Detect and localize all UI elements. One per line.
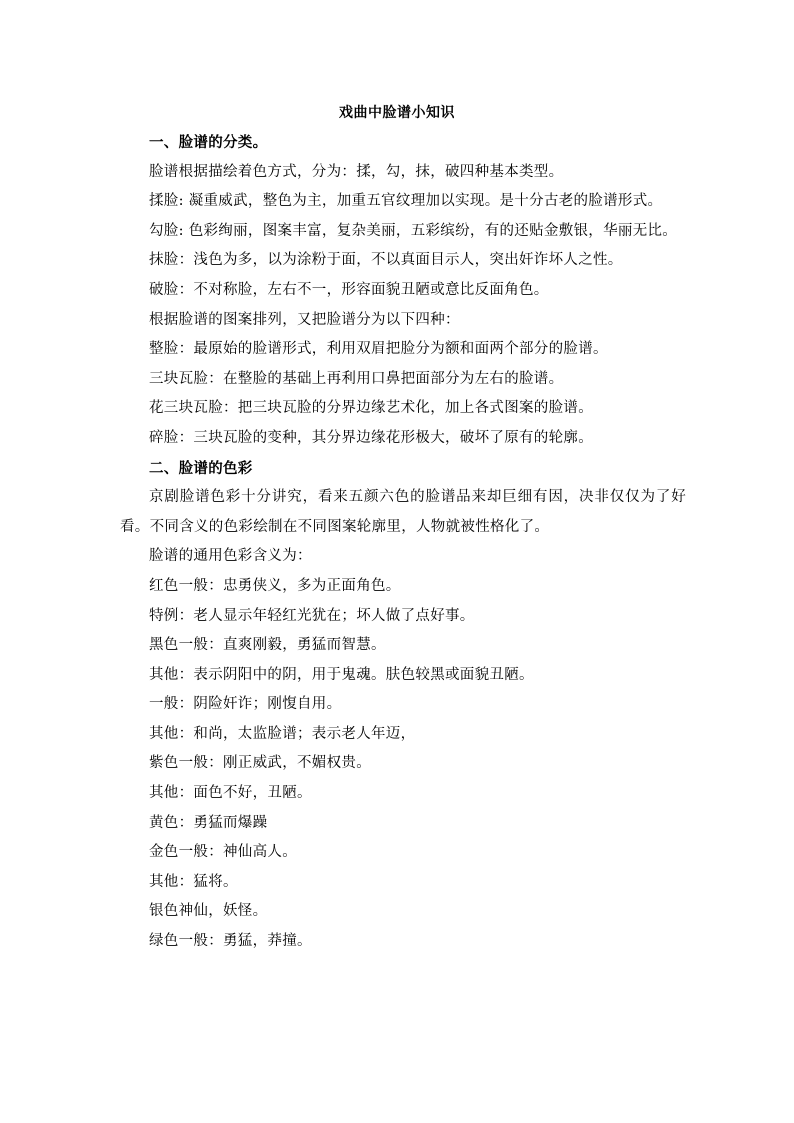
paragraph: 金色一般：神仙高人。 [149,844,297,861]
paragraph: 其他：猛将。 [149,873,238,890]
paragraph: 根据脸谱的图案排列，又把脸谱分为以下四种： [149,311,460,328]
paragraph: 其他：面色不好，丑陋。 [149,785,312,802]
paragraph: 绿色一般：勇猛，莽撞。 [149,933,312,950]
paragraph: 京剧脸谱色彩十分讲究，看来五颜六色的脸谱品来却巨细有因，决非仅仅为了好看。不同含义的色彩绘制在不同图案轮廓里，人物就被性格化了。 [120,489,686,535]
section-heading: 二、脸谱的色彩 [149,459,253,477]
paragraph: 整脸：最原始的脸谱形式，利用双眉把脸分为额和面两个部分的脸谱。 [149,341,608,358]
paragraph: 抹脸：浅色为多，以为涂粉于面，不以真面目示人，突出奸诈坏人之性。 [149,252,623,269]
section-heading: 一、脸谱的分类。 [149,134,268,151]
paragraph: 银色神仙，妖怪。 [149,903,268,920]
paragraph: 脸谱的通用色彩含义为： [149,548,312,565]
paragraph: 其他：和尚，太监脸谱；表示老人年迈， [149,725,416,742]
paragraph: 黑色一般：直爽刚毅，勇猛而智慧。 [149,637,386,654]
paragraph: 其他：表示阴阳中的阴，用于鬼魂。肤色较黑或面貌丑陋。 [149,666,534,683]
paragraph: 三块瓦脸：在整脸的基础上再利用口鼻把面部分为左右的脸谱。 [149,370,564,387]
paragraph: 脸谱根据描绘着色方式，分为：揉，勾，抹，破四种基本类型。 [149,163,564,180]
paragraph: 碎脸：三块瓦脸的变种，其分界边缘花形极大，破坏了原有的轮廓。 [149,429,593,446]
paragraph: 紫色一般：刚正威武，不媚权贵。 [149,755,371,772]
document-title: 戏曲中脸谱小知识 [339,105,455,121]
paragraph: 勾脸: 色彩绚丽，图案丰富，复杂美丽，五彩缤纷，有的还贴金敷银，华丽无比。 [149,222,678,239]
paragraph: 破脸：不对称脸，左右不一，形容面貌丑陋或意比反面角色。 [149,281,549,298]
paragraph: 黄色：勇猛而爆躁 [149,814,268,831]
paragraph: 红色一般：忠勇侠义，多为正面角色。 [149,577,401,594]
paragraph: 揉脸: 凝重威武，整色为主，加重五官纹理加以实现。是十分古老的脸谱形式。 [149,193,663,210]
paragraph: 一般：阴险奸诈；刚愎自用。 [149,696,342,713]
document-body [120,128,686,957]
paragraph: 特例：老人显示年轻红光犹在；坏人做了点好事。 [149,607,475,624]
paragraph: 花三块瓦脸：把三块瓦脸的分界边缘艺术化，加上各式图案的脸谱。 [149,400,593,417]
